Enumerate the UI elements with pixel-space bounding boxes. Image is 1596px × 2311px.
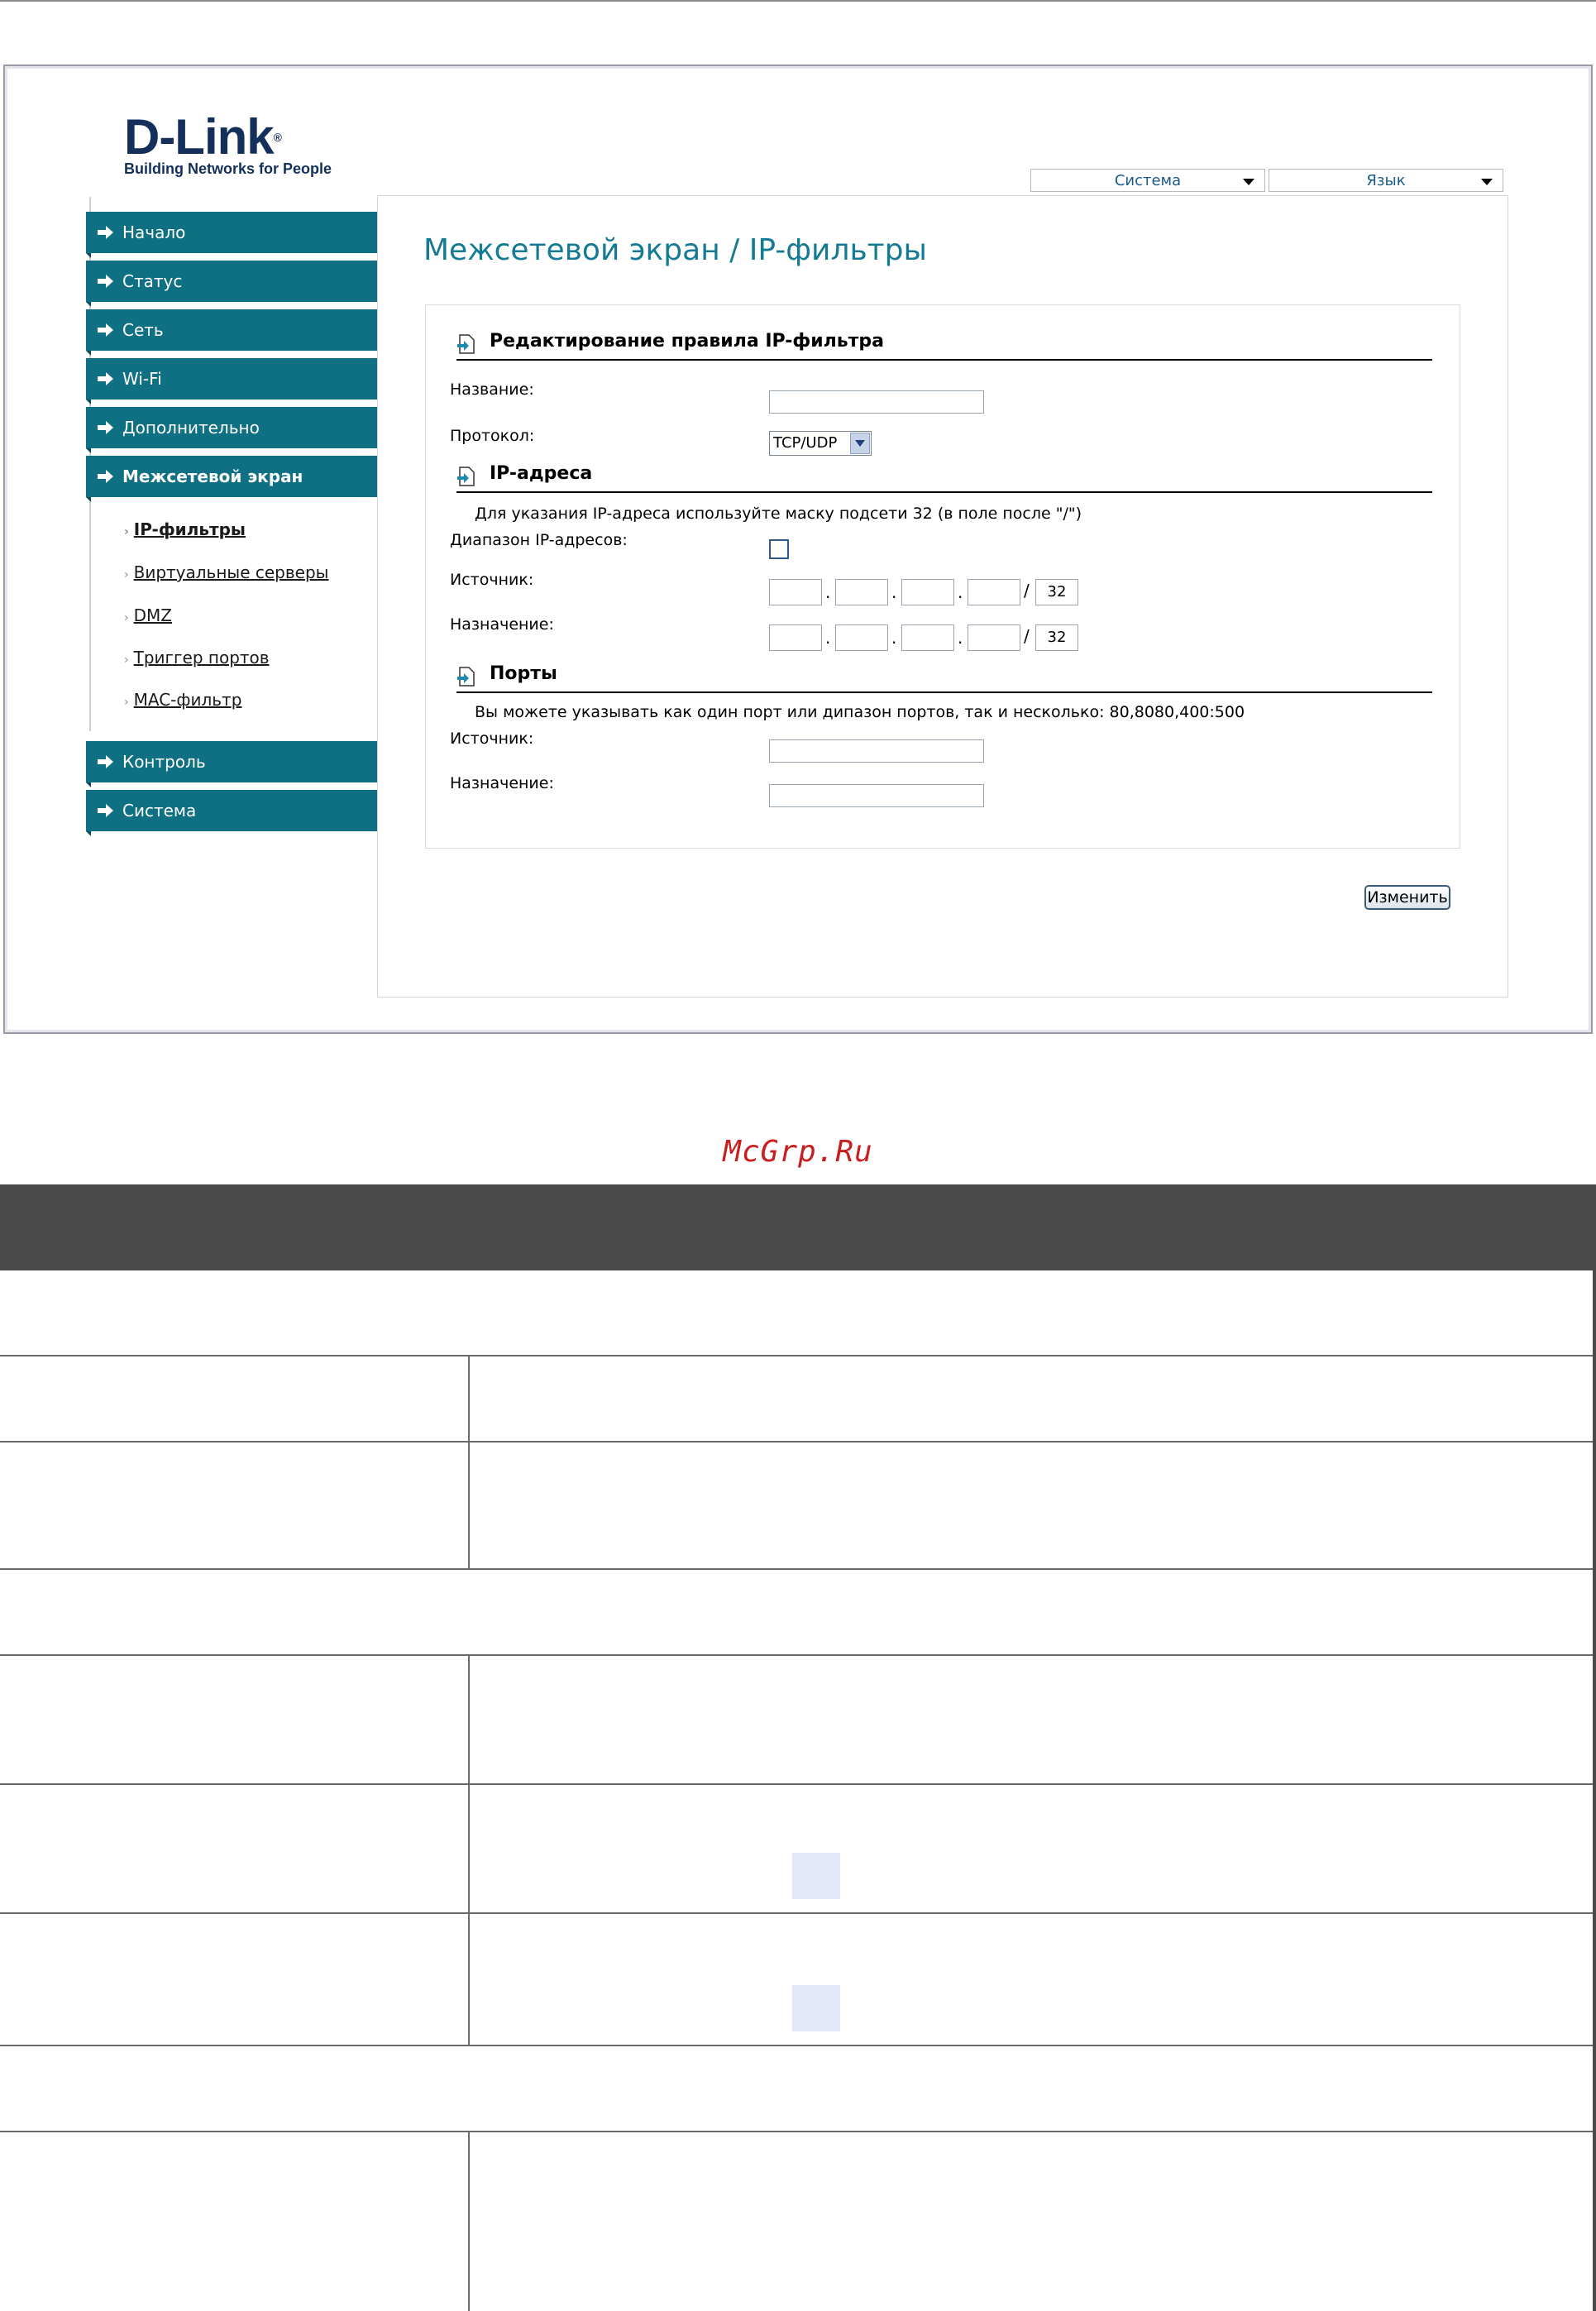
ip-range-label: Диапазон IP-адресов:: [450, 531, 628, 549]
sidebar-item-label: Дополнительно: [122, 418, 260, 438]
subitem-virtual-servers[interactable]: › Виртуальные серверы: [124, 562, 329, 582]
section-title: Порты: [490, 663, 557, 684]
arrow-right-icon: [98, 803, 114, 818]
source-mask-input[interactable]: 32: [1035, 579, 1078, 605]
table-row: [0, 2046, 1596, 2132]
subitem-port-trigger[interactable]: › Триггер портов: [124, 648, 270, 667]
sidebar-item-status[interactable]: [86, 261, 377, 302]
arrow-right-icon: [98, 371, 114, 386]
ports-note: Вы можете указывать как один порт или дипазон портов, так и несколько: 80,8080,400:500: [475, 703, 1245, 721]
section-ports: [456, 662, 1432, 693]
page-title: Межсетевой экран / IP-фильтры: [423, 233, 927, 267]
name-label: Название:: [450, 380, 534, 399]
sidebar-item-label: Сеть: [122, 320, 164, 340]
language-label: Язык: [1366, 172, 1406, 189]
highlight-box: [792, 1853, 840, 1899]
ip-source-label: Источник:: [450, 571, 534, 589]
section-ip-addresses: [456, 462, 1432, 493]
source-ip-octet-2[interactable]: [835, 579, 888, 605]
document-arrow-icon: [456, 334, 475, 354]
dest-mask-input[interactable]: 32: [1035, 624, 1078, 651]
chevron-down-icon: [850, 433, 870, 454]
port-source-input[interactable]: [769, 739, 984, 763]
subitem-ip-filters[interactable]: › IP-фильтры: [124, 519, 246, 539]
table-column-divider: [468, 1356, 470, 1570]
port-source-label: Источник:: [450, 730, 534, 748]
table-row: [0, 1570, 1596, 1656]
ip-dot-separator: .: [825, 582, 831, 602]
sidebar-item-label: Межсетевой экран: [122, 467, 303, 486]
dest-ip-octet-2[interactable]: [835, 624, 888, 651]
watermark: McGrp.Ru: [723, 1135, 873, 1169]
table-column-divider: [468, 2132, 470, 2311]
highlight-box: [792, 1985, 840, 2031]
change-button[interactable]: Изменить: [1364, 885, 1450, 910]
document-arrow-icon: [456, 667, 475, 687]
sidebar-item-firewall[interactable]: [86, 456, 377, 497]
table-row: [0, 1356, 1596, 1443]
table-row: [0, 1443, 1596, 1570]
browser-tab-strip: [20, 58, 284, 65]
ip-mask-note: Для указания IP-адреса используйте маску подсети 32 (в поле после "/"): [475, 505, 1082, 523]
arrow-right-icon: [98, 323, 114, 337]
protocol-value: TCP/UDP: [773, 434, 838, 452]
table-row: [0, 1270, 1596, 1356]
ip-range-checkbox[interactable]: [769, 539, 789, 559]
section-edit-rule: [456, 329, 1432, 361]
section-title: IP-адреса: [490, 463, 593, 484]
subitem-mac-filter[interactable]: › MAC-фильтр: [124, 690, 242, 710]
sidebar-item-network[interactable]: [86, 309, 377, 351]
dest-ip-octet-4[interactable]: [968, 624, 1020, 651]
sidebar-item-wifi[interactable]: [86, 358, 377, 400]
sidebar-item-label: Система: [122, 801, 197, 821]
chevron-down-icon: [1481, 179, 1493, 185]
table-column-divider: [468, 1656, 470, 2046]
port-dest-label: Назначение:: [450, 774, 554, 792]
arrow-right-icon: [98, 225, 114, 240]
source-ip-octet-4[interactable]: [968, 579, 1020, 605]
arrow-right-icon: [98, 469, 114, 484]
table-header-bar: [0, 1184, 1596, 1270]
source-ip-octet-3[interactable]: [901, 579, 954, 605]
dest-ip-octet-1[interactable]: [769, 624, 822, 651]
ip-slash-separator: /: [1024, 581, 1030, 600]
sidebar-item-control[interactable]: [86, 741, 377, 782]
arrow-right-icon: [98, 274, 114, 289]
subitem-dmz[interactable]: › DMZ: [124, 605, 172, 625]
protocol-select[interactable]: [769, 431, 872, 456]
sidebar-item-label: Начало: [122, 222, 186, 242]
document-arrow-icon: [456, 467, 475, 486]
arrow-right-icon: [98, 420, 114, 435]
table-right-edge: [1593, 1270, 1596, 2311]
ip-dest-label: Назначение:: [450, 615, 554, 634]
ip-slash-separator: /: [1024, 626, 1030, 646]
dest-ip-octet-3[interactable]: [901, 624, 954, 651]
sidebar-item-label: Wi-Fi: [122, 369, 162, 389]
logo-tagline: Building Networks for People: [124, 160, 332, 177]
top-border: [0, 0, 1596, 2]
sidebar-item-advanced[interactable]: [86, 407, 377, 448]
form-panel: [425, 304, 1460, 849]
sidebar-item-label: Контроль: [122, 752, 206, 772]
section-title: Редактирование правила IP-фильтра: [490, 331, 884, 352]
table-row: [0, 1656, 1596, 1785]
system-menu-select[interactable]: [1030, 169, 1265, 192]
dlink-logo[interactable]: D-Link® Building Networks for People: [124, 109, 332, 177]
ip-dot-separator: .: [891, 582, 897, 602]
arrow-right-icon: [98, 754, 114, 769]
ip-dot-separator: .: [958, 628, 963, 648]
ip-dot-separator: .: [958, 582, 963, 602]
system-menu-label: Система: [1114, 172, 1182, 189]
ip-dot-separator: .: [891, 628, 897, 648]
name-input[interactable]: [769, 390, 984, 414]
sidebar-item-label: Статус: [122, 271, 183, 291]
protocol-label: Протокол:: [450, 427, 535, 445]
language-select[interactable]: [1269, 169, 1503, 192]
ip-dot-separator: .: [825, 628, 831, 648]
source-ip-octet-1[interactable]: [769, 579, 822, 605]
sidebar-item-system[interactable]: [86, 790, 377, 831]
sidebar-item-home[interactable]: [86, 212, 377, 253]
chevron-down-icon: [1243, 179, 1254, 185]
port-dest-input[interactable]: [769, 784, 984, 807]
